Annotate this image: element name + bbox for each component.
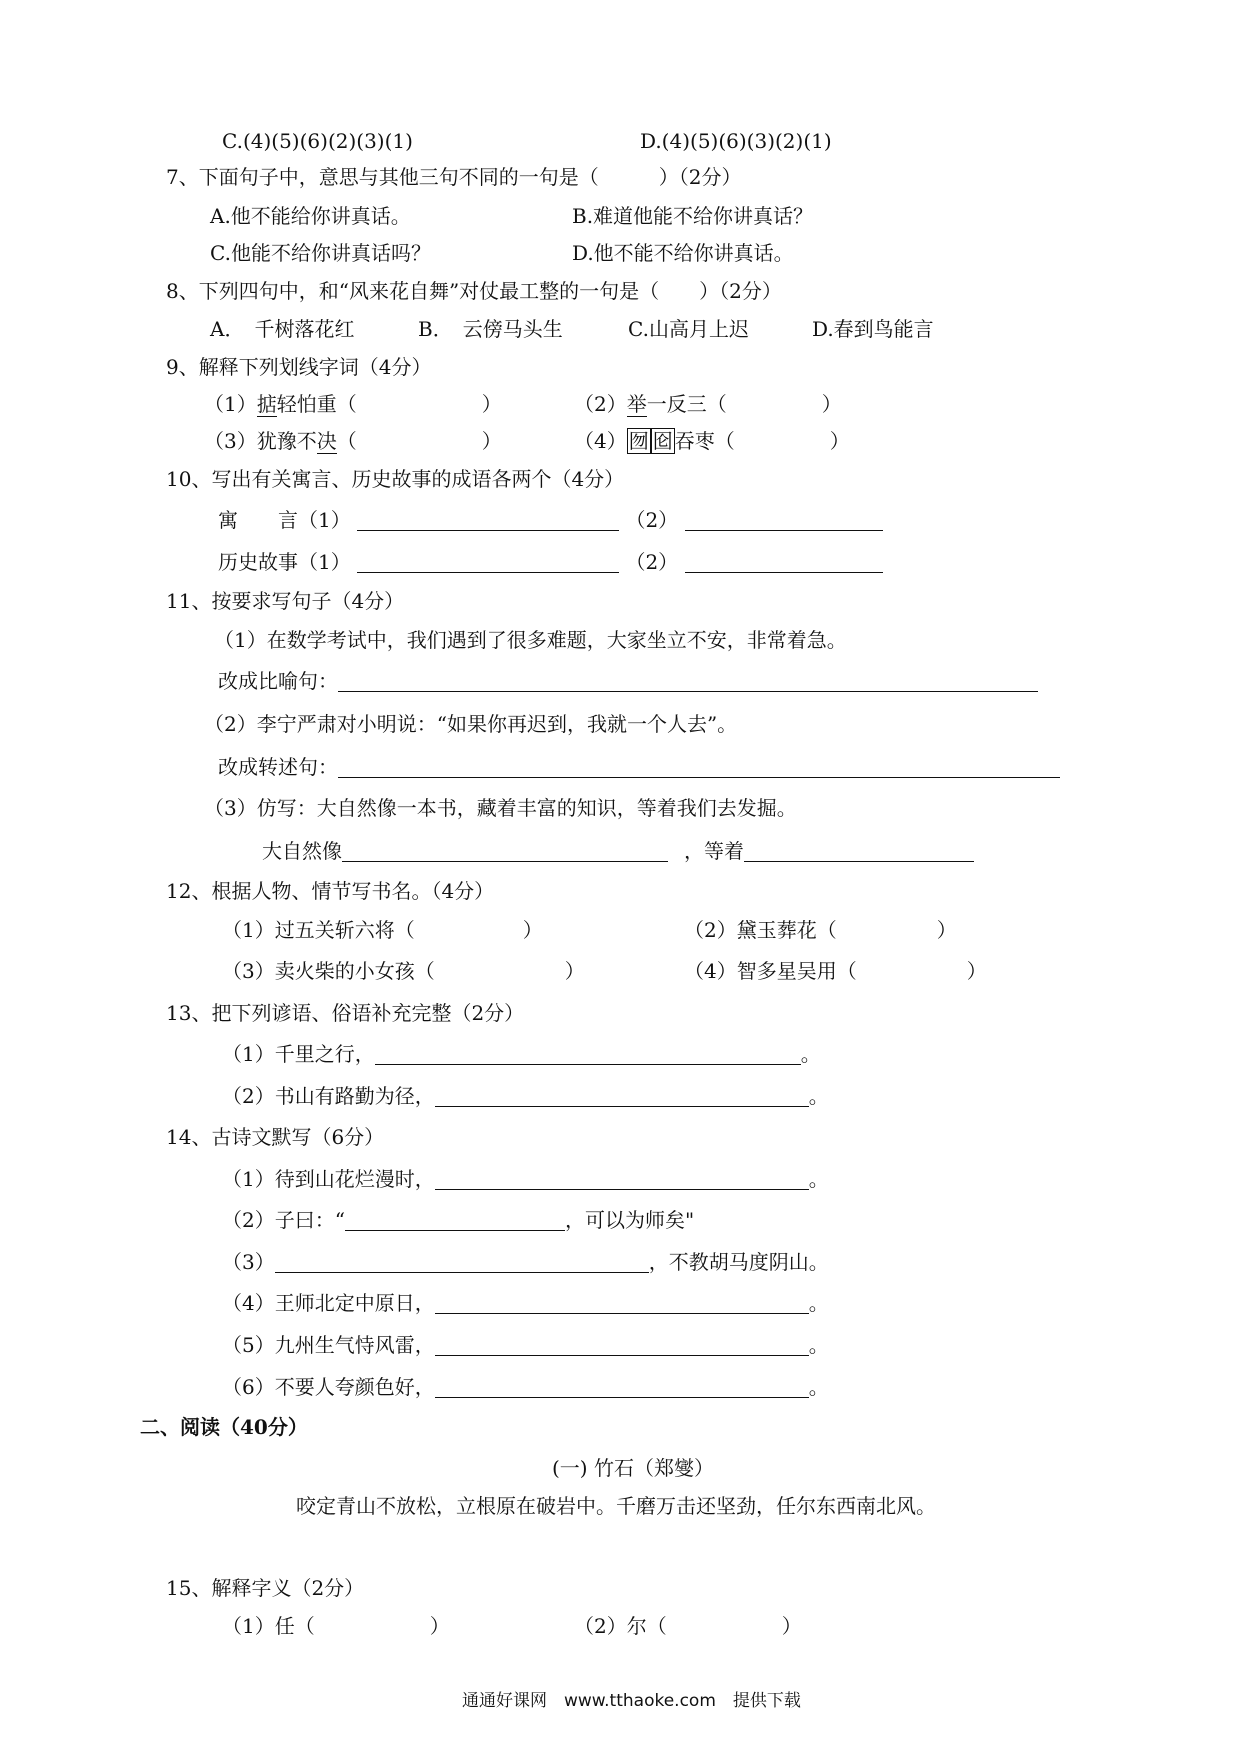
poem-title: (一) 竹石（郑燮）: [552, 1456, 714, 1480]
poem-text: 咬定青山不放松，立根原在破岩中。千磨万击还坚劲，任尔东西南北风。: [296, 1494, 936, 1518]
q8-option-a: A． 千树落花红: [210, 317, 355, 341]
q8-stem: 8、下列四句中，和“风来花自舞”对仗最工整的一句是（ ）（2分）: [166, 279, 782, 303]
answer-blank[interactable]: [685, 510, 883, 531]
q8-option-b: B． 云傍马头生: [418, 317, 563, 341]
answer-blank[interactable]: [338, 671, 1038, 692]
q14-item-4: （4）王师北定中原日， 。: [222, 1291, 829, 1315]
q14-item-3: （3） ，不教胡马度阴山。: [222, 1250, 829, 1274]
q14-item-5: （5）九州生气恃风雷， 。: [222, 1333, 829, 1357]
q7-option-a: A.他不能给你讲真话。: [210, 204, 411, 228]
q9-stem: 9、解释下列划线字词（4分）: [166, 355, 432, 379]
answer-blank[interactable]: [345, 1210, 565, 1231]
answer-blank[interactable]: [685, 552, 883, 573]
underlined-char: 举: [626, 392, 647, 416]
q9-item-4: （4） 囫 囵 吞枣（ ）: [574, 429, 850, 453]
q11-sentence-1: （1）在数学考试中，我们遇到了很多难题，大家坐立不安，非常着急。: [214, 628, 847, 652]
q8-option-c: C.山高月上迟: [628, 317, 749, 341]
q11-sentence-3: （3）仿写：大自然像一本书，藏着丰富的知识，等着我们去发掘。: [204, 796, 797, 820]
q10-row-history: 历史故事（1） （2）: [218, 549, 883, 575]
footer-text: 通通好课网 www.tthaoke.com 提供下载: [462, 1691, 801, 1711]
underlined-char: 决: [316, 429, 337, 453]
q13-item-1: （1）千里之行， 。: [222, 1042, 821, 1066]
answer-blank[interactable]: [357, 510, 619, 531]
q11-task-2: 改成转述句：: [218, 754, 1060, 780]
q14-item-2: （2）子曰：“ ，可以为师矣": [222, 1208, 695, 1232]
q13-item-2: （2）书山有路勤为径， 。: [222, 1084, 829, 1108]
q7-option-d: D.他不能不给你讲真话。: [572, 241, 794, 265]
answer-blank[interactable]: [338, 757, 1060, 778]
q7-option-c: C.他能不给你讲真话吗？: [210, 241, 431, 265]
q15-stem: 15、解释字义（2分）: [166, 1576, 365, 1600]
q6-option-c: C.(4)(5)(6)(2)(3)(1): [222, 129, 413, 153]
answer-blank[interactable]: [435, 1086, 809, 1107]
q7-stem: 7、下面句子中，意思与其他三句不同的一句是（ ）（2分）: [166, 165, 742, 189]
q8-option-d: D.春到鸟能言: [812, 317, 934, 341]
q11-stem: 11、按要求写句子（4分）: [166, 589, 405, 613]
boxed-char: 囵: [652, 429, 673, 453]
q12-item-3: （3）卖火柴的小女孩（ ）: [222, 959, 585, 983]
q15-item-2: （2）尔（ ）: [574, 1614, 802, 1638]
q14-item-6: （6）不要人夸颜色好， 。: [222, 1375, 829, 1399]
boxed-char: 囫: [628, 429, 649, 453]
answer-blank[interactable]: [375, 1044, 801, 1065]
answer-blank[interactable]: [435, 1377, 809, 1398]
answer-blank[interactable]: [275, 1252, 649, 1273]
q11-sentence-2: （2）李宁严肃对小明说：“如果你再迟到，我就一个人去”。: [204, 712, 738, 736]
q10-row-fable: 寓 言（1） （2）: [218, 507, 883, 533]
answer-blank[interactable]: [435, 1335, 809, 1356]
underlined-char: 掂: [256, 392, 277, 416]
q9-item-1: （1）掂轻怕重（ ）: [204, 392, 502, 416]
section-heading: 二、阅读（40分）: [140, 1415, 308, 1439]
q13-stem: 13、把下列谚语、俗语补充完整（2分）: [166, 1001, 525, 1025]
q14-item-1: （1）待到山花烂漫时， 。: [222, 1167, 829, 1191]
q15-item-1: （1）任（ ）: [222, 1614, 450, 1638]
q12-item-4: （4）智多星吴用（ ）: [684, 959, 987, 983]
answer-blank[interactable]: [435, 1169, 809, 1190]
q6-option-d: D.(4)(5)(6)(3)(2)(1): [640, 129, 832, 153]
q9-item-3: （3）犹豫不决（ ）: [204, 429, 502, 453]
q7-option-b: B.难道他能不给你讲真话？: [572, 204, 814, 228]
q9-item-2: （2）举一反三（ ）: [574, 392, 842, 416]
answer-blank[interactable]: [342, 841, 668, 862]
q10-stem: 10、写出有关寓言、历史故事的成语各两个（4分）: [166, 467, 625, 491]
q12-item-2: （2）黛玉葬花（ ）: [684, 918, 957, 942]
q14-stem: 14、古诗文默写（6分）: [166, 1125, 385, 1149]
answer-blank[interactable]: [744, 841, 974, 862]
q12-stem: 12、根据人物、情节写书名。（4分）: [166, 879, 495, 903]
q11-task-3: 大自然像 ，等着: [262, 838, 974, 864]
q11-task-1: 改成比喻句：: [218, 668, 1038, 694]
q12-item-1: （1）过五关斩六将（ ）: [222, 918, 543, 942]
answer-blank[interactable]: [435, 1293, 809, 1314]
answer-blank[interactable]: [357, 552, 619, 573]
